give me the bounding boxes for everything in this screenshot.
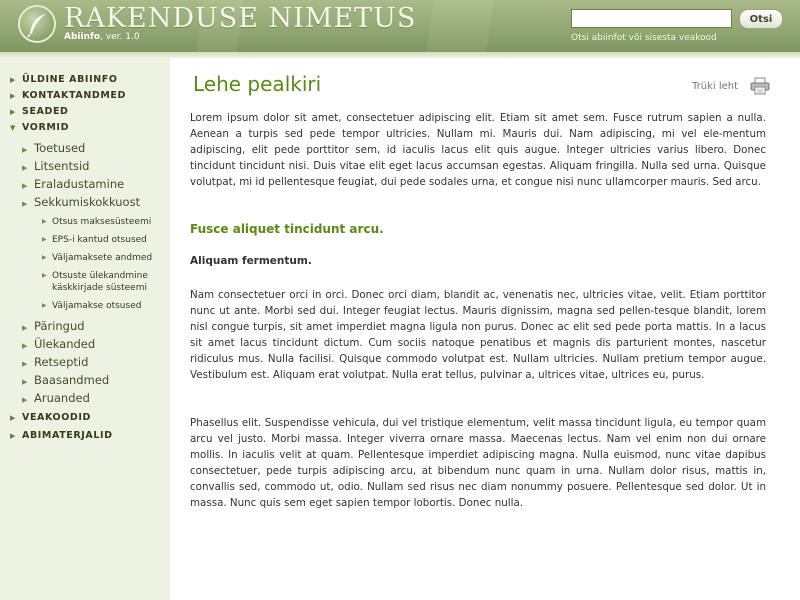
search-button[interactable]: Otsi (739, 9, 783, 29)
nav-label: Päringud (34, 319, 85, 333)
nav-subitem-ulekanded[interactable] (22, 337, 95, 351)
chevron-right-icon: ▶ (42, 236, 47, 243)
nav-label: Ülekanded (34, 337, 96, 351)
nav-subitem-paringud[interactable] (22, 319, 85, 333)
chevron-down-icon: ▼ (10, 124, 16, 132)
chevron-right-icon: ▶ (22, 324, 28, 332)
nav-label: ABIMATERJALID (22, 430, 113, 441)
nav-subsubitem[interactable] (42, 270, 158, 294)
nav-label: Sekkumiskokkuost (34, 195, 141, 209)
nav-label: SEADED (22, 106, 69, 117)
nav-label: Eraladustamine (34, 177, 125, 191)
search-hint: Otsi abiinfot või sisesta veakood (571, 33, 717, 43)
header (0, 0, 800, 52)
nav-subsubitem[interactable] (42, 216, 162, 228)
chevron-right-icon: ▶ (22, 182, 28, 190)
paragraph-body: Phasellus elit. Suspendisse vehicula, dui vel tristique elementum, velit massa tincidunt ligula, eu tempor quam arcu vel justo. Morbi massa. Integer viverra ornare massa. Maecenas lectus. Nam vel enim non dui ornare mollis. In iaculis velit at quam. Pellentesque imperdiet adipiscing magna. Nulla euismod, nunc vitae dapibus consectetuer, pede turpis adipiscing arcu, at bibendum nunc quam in urna. Nullam dolor risus, mattis in, convallis sed, commodo ut, odio. Nullam sed risus nec diam nonummy posuere. Pellentesque sed dolor. Ut in massa. Nunc quis sem eget sapien tempor lobortis. Donec nulla. (190, 417, 766, 509)
nav-label: Toetused (34, 141, 86, 155)
header-decoration (426, 0, 493, 52)
nav-label: Väljamakse otsused (52, 301, 142, 311)
paragraph-intro: Lorem ipsum dolor sit amet, consectetuer adipiscing elit. Etiam sit amet sem. Fusce rutrum sapien a nulla. Aenean a turpis sed pede tempor ultricies. Nullam mi. Mauris dui. Nam adipiscing, mi vel ele-mentum adipiscing, elit pede porttitor sem, id iaculis lacus elit quis augue. Integer ultricies varius libero. Donec tincidunt tincidunt nisi. Duis vitae elit eget lacus accumsan egestas. Aliquam fringilla. Nulla sed urna. Quisque volutpat, mi id pellentesque feugiat, dui pede sodales urna, et congue nisi nunc ullamcorper mauris. Sed arcu. (190, 112, 766, 188)
nav-item-settings[interactable] (10, 106, 69, 117)
nav-label: ÜLDINE ABIINFO (22, 74, 118, 85)
nav-item-error-codes[interactable] (10, 412, 91, 423)
chevron-right-icon: ▶ (42, 302, 47, 309)
nav-subitem-toetused[interactable] (22, 141, 85, 155)
subheading: Fusce aliquet tincidunt arcu. (190, 222, 384, 236)
nav-label: Aruanded (34, 391, 90, 405)
feather-logo-icon (18, 5, 56, 43)
chevron-down-icon: ▶ (22, 200, 28, 208)
print-page-link[interactable]: Trüki leht (692, 81, 739, 92)
chevron-right-icon: ▶ (22, 164, 28, 172)
nav-item-general-help[interactable] (10, 74, 118, 85)
nav-item-contacts[interactable] (10, 90, 126, 101)
chevron-right-icon: ▶ (42, 272, 47, 279)
nav-label: Retseptid (34, 355, 89, 369)
chevron-right-icon: ▶ (10, 414, 16, 422)
chevron-right-icon: ▶ (22, 342, 28, 350)
nav-subsubitem[interactable] (42, 252, 162, 264)
paragraph-body: Nam consectetuer orci in orci. Donec orci diam, blandit ac, venenatis nec, ultricies vitae, velit. Etiam porttitor nunc ut ante. Morbi sed dui. Integer feugiat lectus. Mauris dignissim, magna sed pellen-tesque blandit, lorem nisl congue turpis, sit amet imperdiet magna ligula non purus. Donec ac elit sed pede porta mattis. In a lacus sit amet lacus tincidunt dictum. Cum sociis natoque penatibus et magnis dis parturient montes, nascetur ridiculus mus. Nulla facilisi. Quisque commodo volutpat est. Nullam ultricies. Nullam pretium tempor augue. Vestibulum est. Aliquam erat volutpat. Nulla erat tellus, pulvinar a, ultrices vitae, ultrices eu, purus. (190, 289, 766, 381)
nav-subitem-retseptid[interactable] (22, 355, 88, 369)
nav-subitem-baasandmed[interactable] (22, 373, 109, 387)
chevron-right-icon: ▶ (22, 378, 28, 386)
chevron-right-icon: ▶ (10, 76, 16, 84)
nav-subitem-eraladustamine[interactable] (22, 177, 124, 191)
chevron-right-icon: ▶ (22, 146, 28, 154)
nav-label: Baasandmed (34, 373, 110, 387)
chevron-right-icon: ▶ (10, 432, 16, 440)
nav-label: VEAKOODID (22, 412, 91, 423)
version-label: , ver. 1.0 (100, 32, 140, 42)
page-title: Lehe pealkiri (193, 72, 322, 96)
nav-label: Otsuste ülekandmine käskkirjade süsteemi (52, 271, 148, 293)
nav-item-forms[interactable] (10, 122, 69, 133)
nav-subitem-litsentsid[interactable] (22, 159, 89, 173)
nav-label: Litsentsid (34, 159, 90, 173)
nav-label: Otsus maksesüsteemi (52, 217, 152, 227)
nav-subsubitem[interactable] (42, 234, 162, 246)
nav-subitem-sekkumiskokkuost[interactable] (22, 195, 140, 209)
printer-icon[interactable] (750, 77, 770, 95)
nav-subitem-aruanded[interactable] (22, 391, 90, 405)
app-name: Abiinfo (64, 32, 101, 42)
chevron-right-icon: ▶ (42, 218, 47, 225)
chevron-right-icon: ▶ (22, 396, 28, 404)
nav-subsubitem[interactable] (42, 300, 162, 312)
chevron-right-icon: ▶ (22, 360, 28, 368)
nav-label: Väljamaksete andmed (52, 253, 153, 263)
chevron-right-icon: ▶ (42, 254, 47, 261)
chevron-right-icon: ▶ (10, 108, 16, 116)
nav-label: EPS-i kantud otsused (52, 235, 147, 245)
search-input[interactable] (571, 9, 732, 28)
nav-label: VORMID (22, 122, 70, 133)
app-version (64, 32, 140, 42)
nav-label: KONTAKTANDMED (22, 90, 126, 101)
nav-item-help-materials[interactable] (10, 430, 113, 441)
sub-subheading: Aliquam fermentum. (190, 255, 312, 267)
app-title: RAKENDUSE NIMETUS (64, 3, 417, 34)
chevron-right-icon: ▶ (10, 92, 16, 100)
